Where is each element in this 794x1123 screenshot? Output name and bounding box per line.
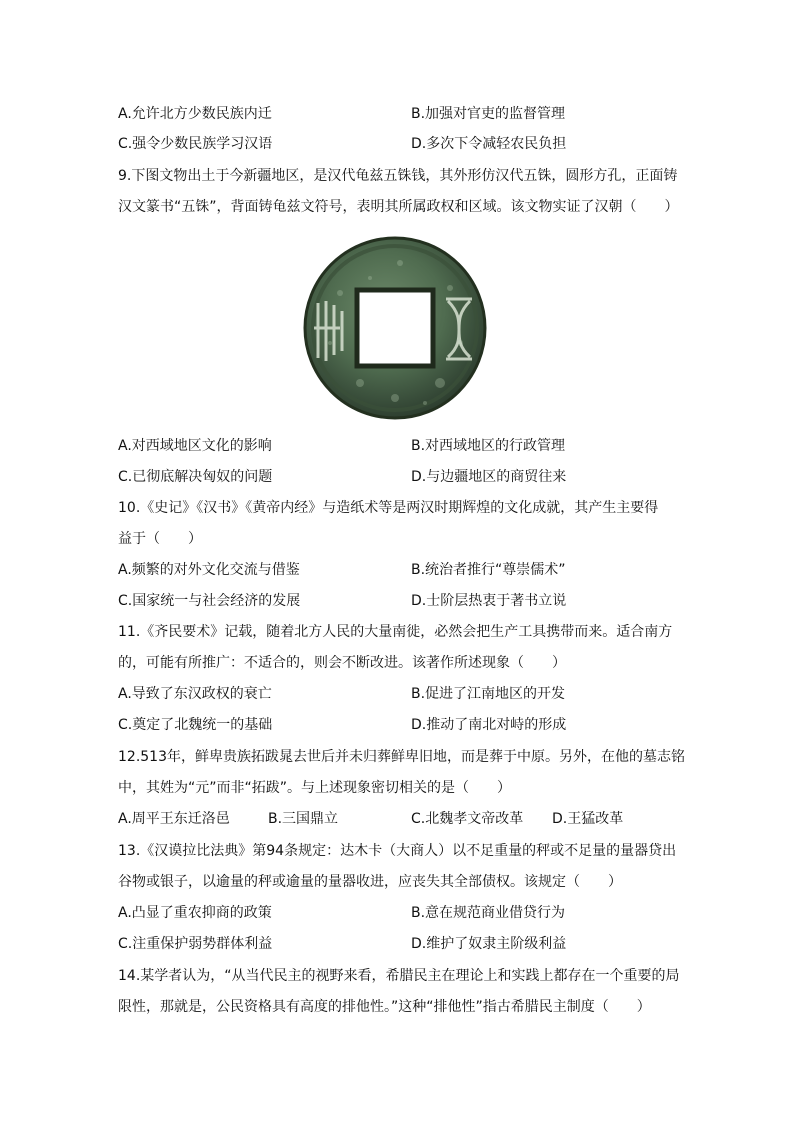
q13-option-c: C.注重保护弱势群体利益 (118, 936, 273, 952)
q8-option-a: A.允许北方少数民族内迁 (118, 106, 272, 122)
q11-stem-line2: 的，可能有所推广：不适合的，则会不断改进。该著作所述现象（ ） (118, 655, 566, 671)
q10-option-d: D.士阶层热衷于著书立说 (411, 593, 567, 609)
q9-option-b: B.对西域地区的行政管理 (411, 438, 566, 454)
q12-stem-line2: 中，其姓为“元”而非“拓跋”。与上述现象密切相关的是（ ） (118, 780, 512, 796)
square-hole (357, 290, 433, 366)
q9-option-d: D.与边疆地区的商贸往来 (411, 469, 567, 485)
q12-option-a: A.周平王东迁洛邑 (118, 811, 230, 827)
q8-option-b: B.加强对官吏的监督管理 (411, 106, 566, 122)
q12-option-b: B.三国鼎立 (268, 811, 339, 827)
q11-option-d: D.推动了南北对峙的形成 (411, 717, 567, 733)
q13-stem-line2: 谷物或银子，以逾量的秤或逾量的量器收进，应丧失其全部债权。该规定（ ） (118, 874, 622, 890)
q13-option-d: D.维护了奴隶主阶级利益 (411, 936, 567, 952)
coin-svg (300, 233, 490, 423)
q10-stem-line2: 益于（ ） (118, 531, 202, 547)
q10-option-b: B.统治者推行“尊崇儒术” (411, 562, 566, 578)
q14-stem-line2: 限性，那就是，公民资格具有高度的排他性。”这种“排他性”指古希腊民主制度（ ） (118, 999, 651, 1015)
q8-option-d: D.多次下令减轻农民负担 (411, 136, 567, 152)
qiuci-wuzhu-coin-image (300, 233, 490, 423)
q12-option-c: C.北魏孝文帝改革 (411, 811, 524, 827)
q11-option-b: B.促进了江南地区的开发 (411, 686, 566, 702)
q12-stem-line1: 12.513年，鲜卑贵族拓跋晁去世后并未归葬鲜卑旧地，而是葬于中原。另外，在他的墓志铭 (118, 749, 685, 765)
q11-option-a: A.导致了东汉政权的衰亡 (118, 686, 272, 702)
q10-stem-line1: 10.《史记》《汉书》《黄帝内经》与造纸术等是两汉时期辉煌的文化成就，其产生主要得 (118, 500, 659, 516)
q9-option-a: A.对西域地区文化的影响 (118, 438, 272, 454)
q9-stem-line2: 汉文篆书“五铢”，背面铸龟兹文符号，表明其所属政权和区域。该文物实证了汉朝（ ） (118, 199, 679, 215)
q9-option-c: C.已彻底解决匈奴的问题 (118, 469, 273, 485)
q8-option-c: C.强令少数民族学习汉语 (118, 136, 273, 152)
q10-option-c: C.国家统一与社会经济的发展 (118, 593, 301, 609)
q13-stem-line1: 13.《汉谟拉比法典》第94条规定：达木卡（大商人）以不足重量的秤或不足量的量器贷出 (118, 843, 677, 859)
q12-option-d: D.王猛改革 (552, 811, 624, 827)
q9-stem-line1: 9.下图文物出土于今新疆地区，是汉代龟兹五铢钱，其外形仿汉代五铢，圆形方孔，正面铸 (118, 168, 678, 184)
q11-option-c: C.奠定了北魏统一的基础 (118, 717, 273, 733)
q10-option-a: A.频繁的对外文化交流与借鉴 (118, 562, 300, 578)
q13-option-b: B.意在规范商业借贷行为 (411, 905, 566, 921)
q13-option-a: A.凸显了重农抑商的政策 (118, 905, 272, 921)
q11-stem-line1: 11.《齐民要术》记载，随着北方人民的大量南徙，必然会把生产工具携带而来。适合南方 (118, 624, 673, 640)
q14-stem-line1: 14.某学者认为，“从当代民主的视野来看，希腊民主在理论上和实践上都存在一个重要的局 (118, 968, 680, 984)
